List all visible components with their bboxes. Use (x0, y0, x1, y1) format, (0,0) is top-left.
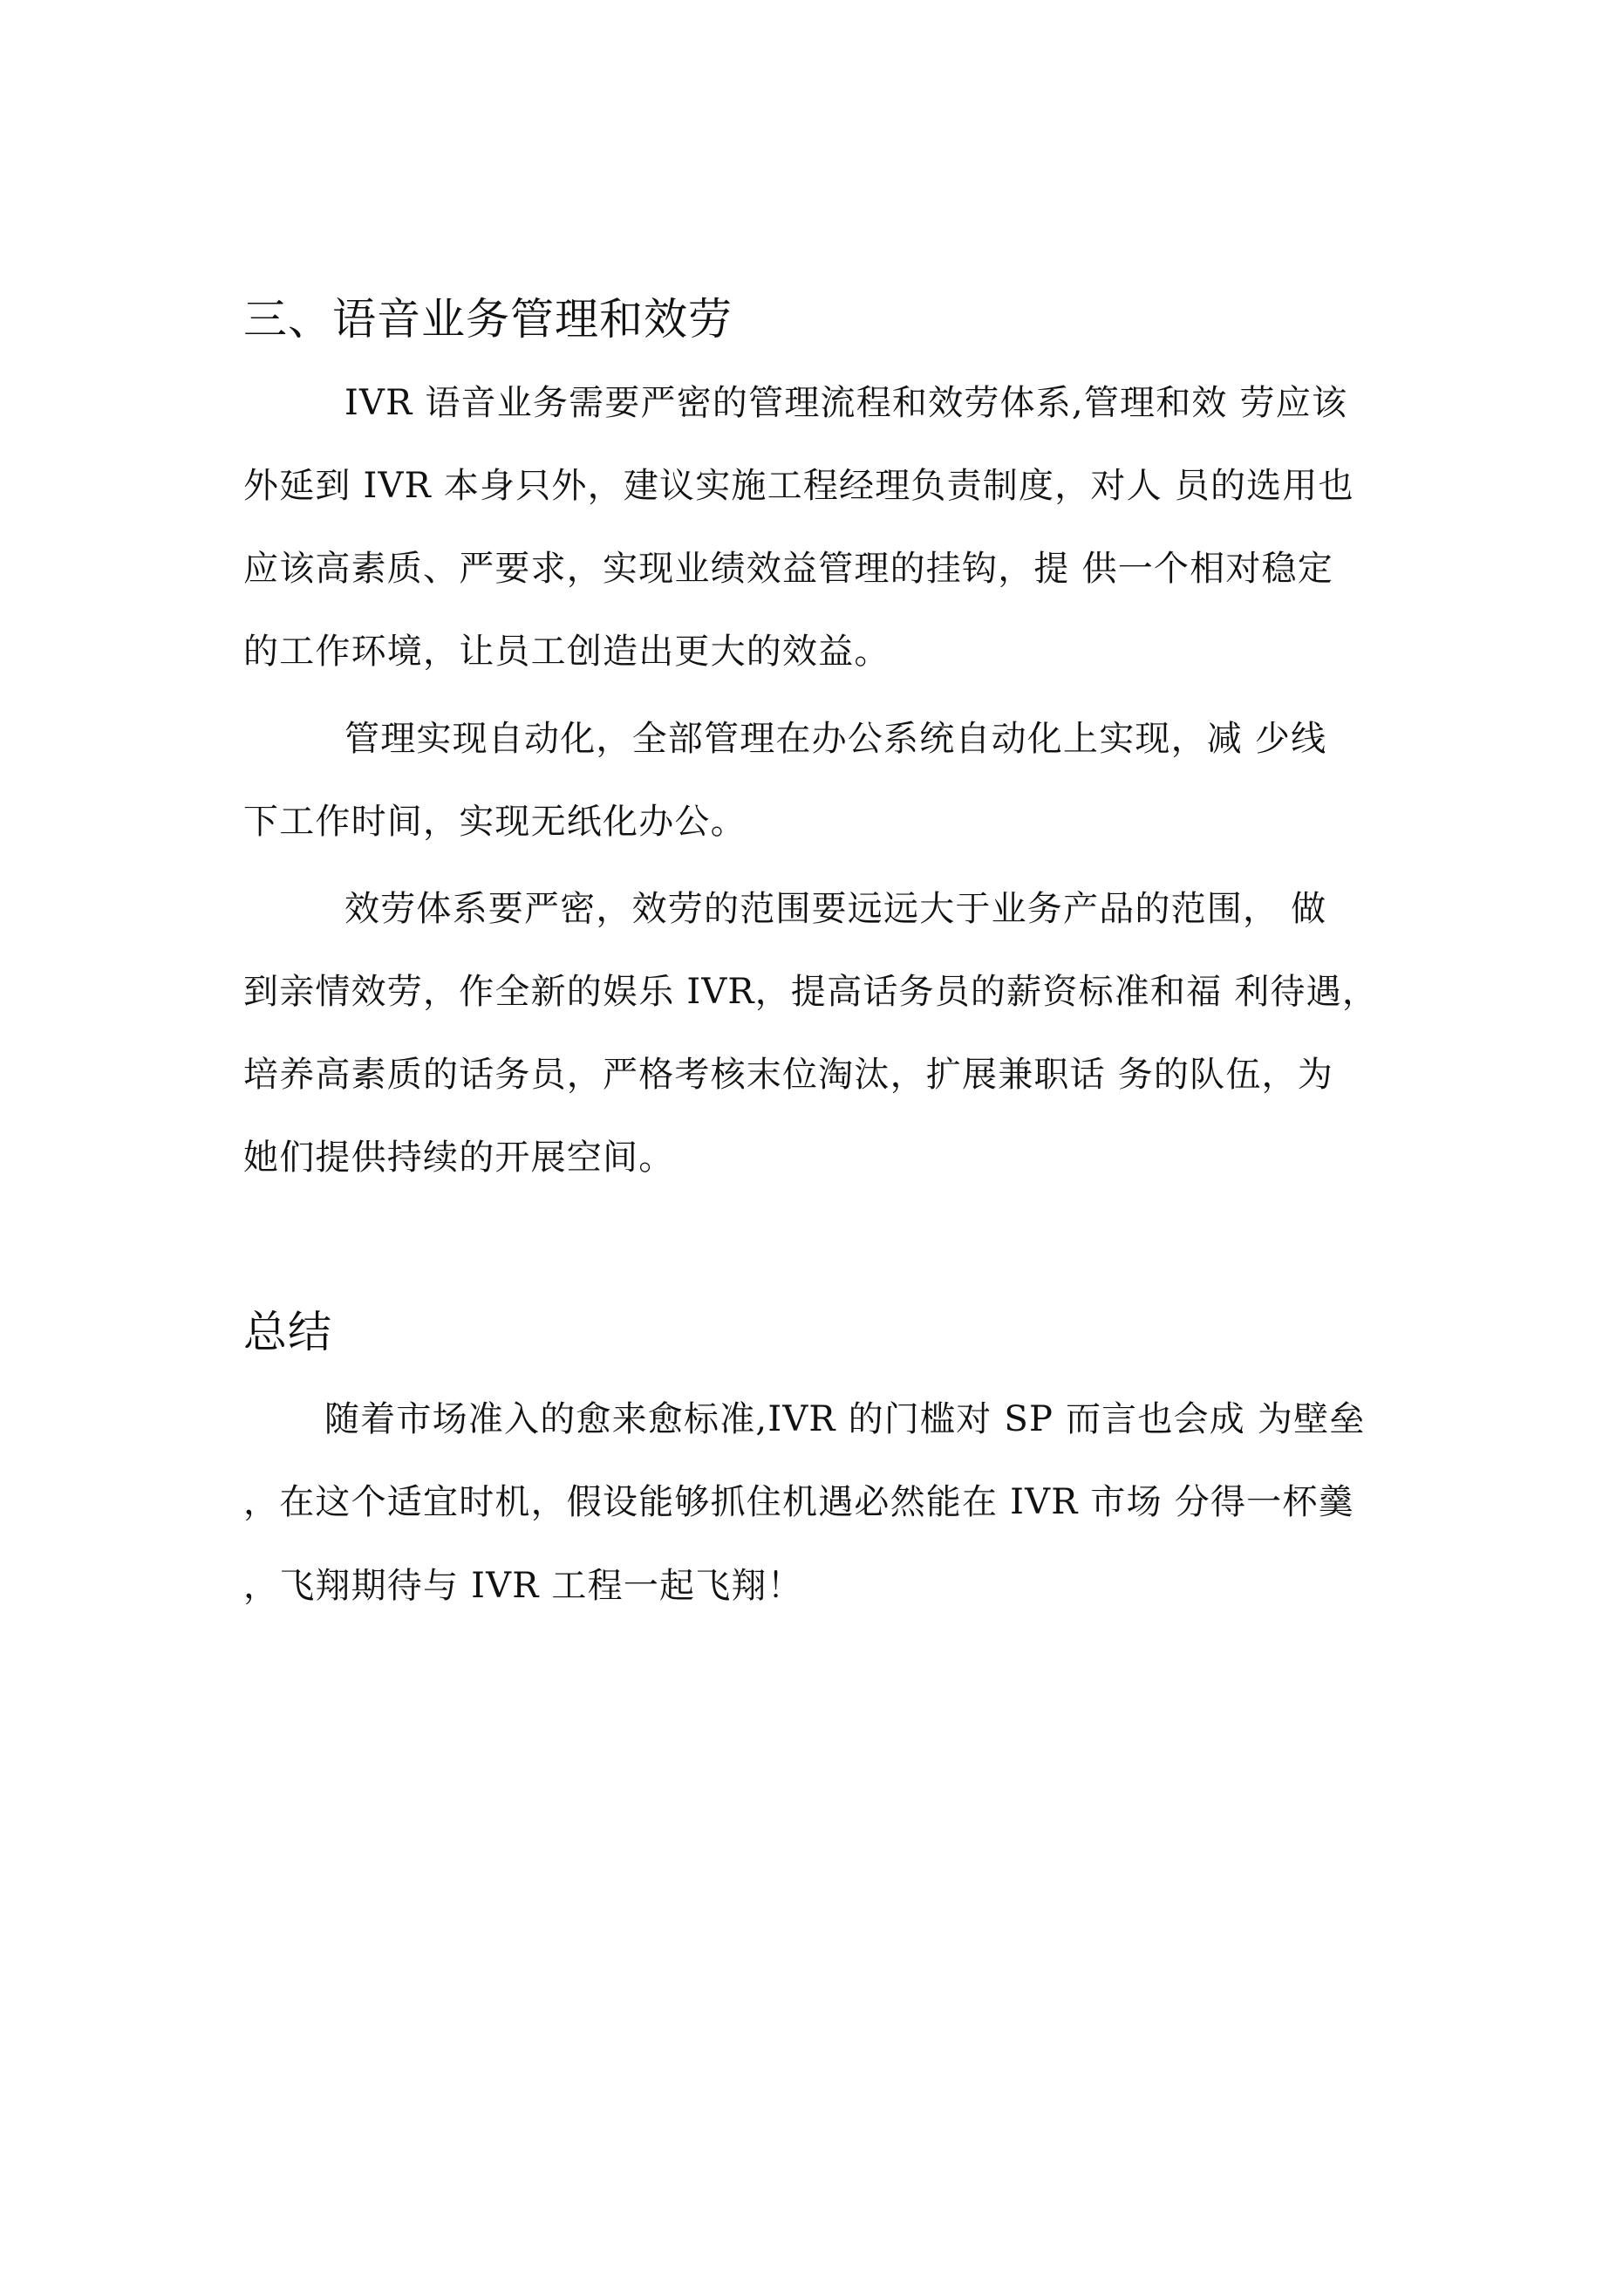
paragraph-line: 管理实现自动化，全部管理在办公系统自动化上实现，减 少线 (344, 719, 1327, 759)
paragraph-line: 应该高素质、严要求，实现业绩效益管理的挂钩，提 供一个相对稳定 (243, 549, 1333, 589)
paragraph-line: ，在这个适宜时机，假设能够抓住机遇必然能在 IVR 市场 分得一杯羹 (243, 1482, 1354, 1522)
paragraph-line: 培养高素质的话务员，严格考核末位淘汰，扩展兼职话 务的队伍，为 (243, 1055, 1333, 1095)
paragraph-line: 她们提供持续的开展空间。 (243, 1138, 675, 1178)
paragraph-line: 下工作时间，实现无纸化办公。 (243, 802, 747, 842)
paragraph-line: 到亲情效劳，作全新的娱乐 IVR，提高话务员的薪资标准和福 利待遇， (243, 972, 1379, 1012)
paragraph-line: 的工作环境，让员工创造出更大的效益。 (243, 632, 890, 672)
paragraph-line: ，飞翔期待与 IVR 工程一起飞翔！ (243, 1566, 803, 1606)
section-heading: 三、语音业务管理和效劳 (243, 294, 733, 345)
paragraph-line: 随着市场准入的愈来愈标准,IVR 的门槛对 SP 而言也会成 为壁垒 (324, 1399, 1366, 1439)
paragraph-line: IVR 语音业务需要严密的管理流程和效劳体系,管理和效 劳应该 (344, 383, 1348, 423)
paragraph-line: 外延到 IVR 本身只外，建议实施工程经理负责制度，对人 员的选用也 (243, 466, 1354, 506)
summary-heading: 总结 (243, 1307, 332, 1357)
paragraph-line: 效劳体系要严密，效劳的范围要远远大于业务产品的范围， 做 (344, 889, 1327, 929)
